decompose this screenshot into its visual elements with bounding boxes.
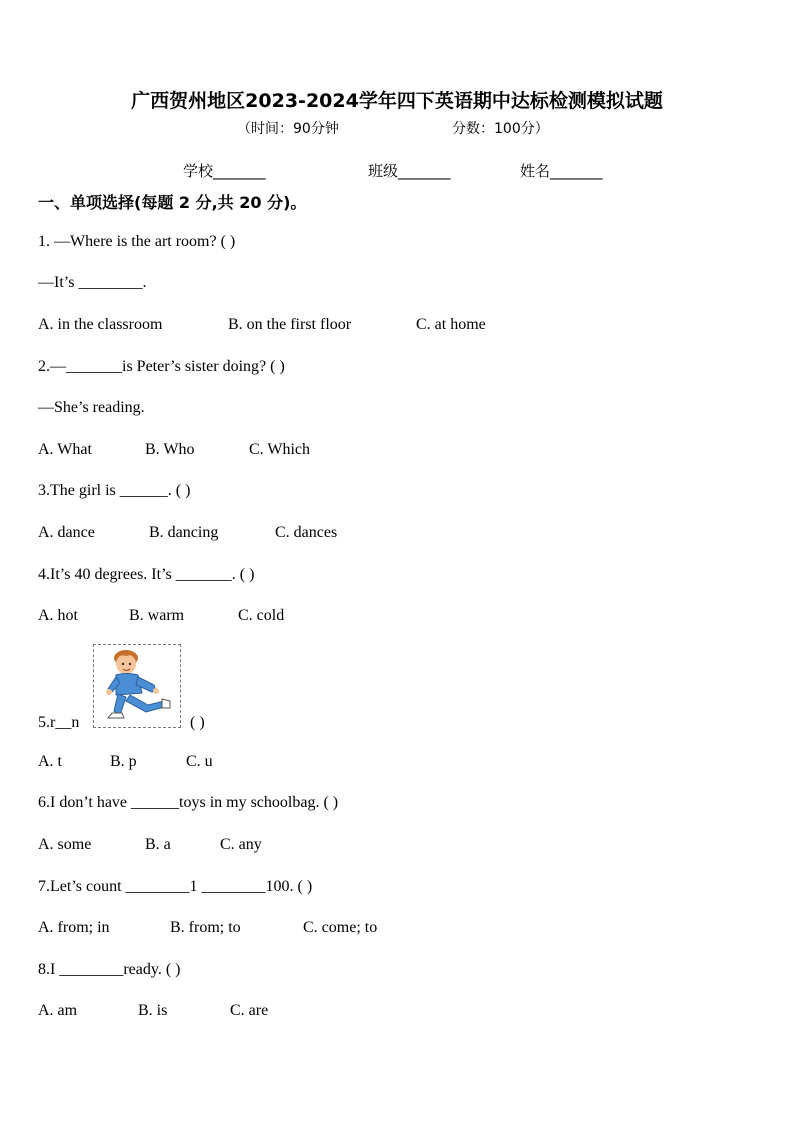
exam-time: （时间：90分钟 [237, 121, 339, 137]
option-3a: A. dance [38, 524, 95, 541]
option-7b: B. from; to [170, 919, 241, 936]
section-title: 一、单项选择(每题 2 分,共 20 分)。 [38, 193, 307, 212]
school-field: 学校_______ [183, 162, 266, 180]
question-1-answer-line: —It’s ________. [38, 274, 147, 291]
option-2b: B. Who [145, 441, 195, 458]
option-6b: B. a [145, 836, 171, 853]
option-2c: C. Which [249, 441, 311, 458]
option-4a: A. hot [38, 607, 78, 624]
exam-score: 分数：100分） [452, 121, 549, 137]
option-8b: B. is [138, 1002, 168, 1019]
option-4c: C. cold [238, 607, 285, 624]
question-8: 8.I ________ready. ( ) [38, 961, 181, 978]
question-2-answer-line: —She’s reading. [38, 399, 145, 416]
option-1b: B. on the first floor [228, 316, 352, 333]
class-field: 班级_______ [368, 162, 451, 180]
question-6: 6.I don’t have ______toys in my schoolbag. ( ) [38, 794, 339, 811]
name-field: 姓名_______ [520, 162, 603, 180]
option-7a: A. from; in [38, 919, 110, 936]
running-boy-image [93, 644, 181, 728]
question-2: 2.—_______is Peter’s sister doing? ( ) [38, 358, 285, 375]
option-6a: A. some [38, 836, 92, 853]
option-4b: B. warm [129, 607, 185, 624]
option-3b: B. dancing [149, 524, 219, 541]
option-8c: C. are [230, 1002, 269, 1019]
option-7c: C. come; to [303, 919, 378, 936]
question-5-prefix: 5.r__n [38, 714, 80, 731]
option-1c: C. at home [416, 316, 486, 333]
option-5a: A. t [38, 753, 62, 770]
question-7: 7.Let’s count ________1 ________100. ( ) [38, 878, 313, 895]
option-3c: C. dances [275, 524, 338, 541]
page-title: 广西贺州地区2023-2024学年四下英语期中达标检测模拟试题 [131, 90, 663, 112]
question-4: 4.It’s 40 degrees. It’s _______. ( ) [38, 566, 255, 583]
question-5-bracket: ( ) [190, 714, 205, 731]
option-8a: A. am [38, 1002, 78, 1019]
running-boy-icon [94, 645, 180, 727]
option-5b: B. p [110, 753, 137, 770]
option-5c: C. u [186, 753, 213, 770]
question-1: 1. —Where is the art room? ( ) [38, 233, 236, 250]
option-6c: C. any [220, 836, 262, 853]
option-1a: A. in the classroom [38, 316, 163, 333]
option-2a: A. What [38, 441, 92, 458]
question-3: 3.The girl is ______. ( ) [38, 482, 191, 499]
